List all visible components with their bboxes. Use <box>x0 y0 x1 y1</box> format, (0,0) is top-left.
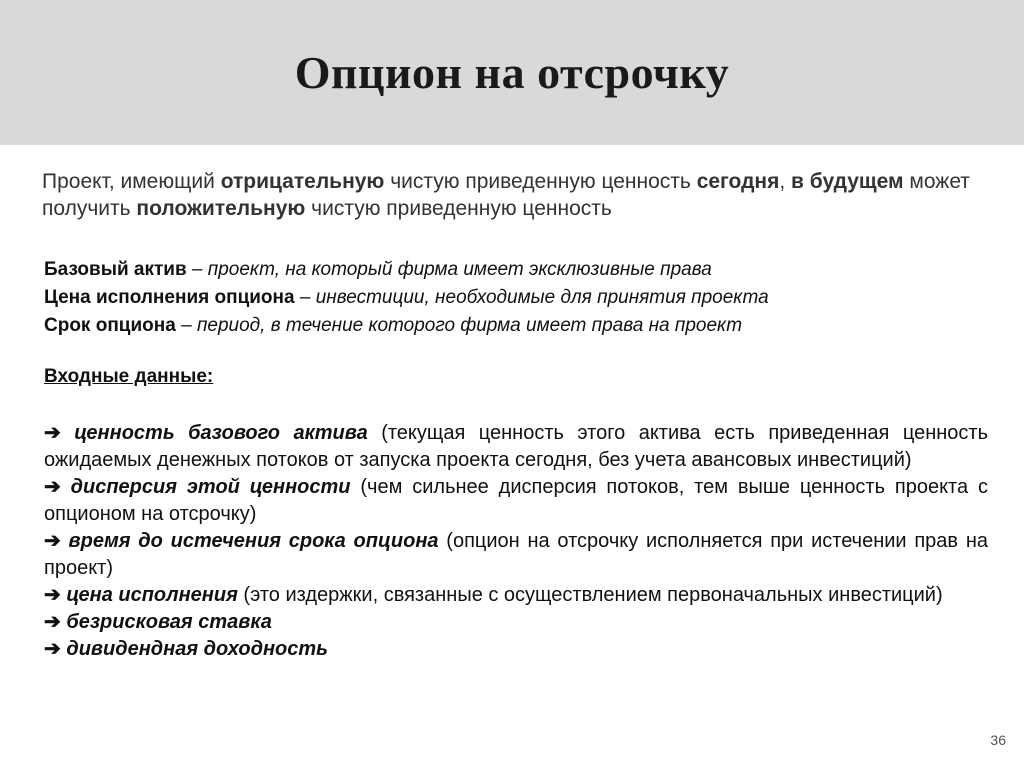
input-term: дисперсия этой ценности <box>70 476 351 498</box>
arrow-right-icon: ➔ <box>44 611 61 633</box>
input-description: (текущая ценность этого актива есть приведенная ценность ожидаемых денежных потоков от запуска проекта сегодня, без учета авансовых инвестиций) <box>44 422 988 471</box>
intro-text-2: чистую приведенную ценность <box>384 170 697 193</box>
intro-bold-today: сегодня <box>696 170 780 193</box>
arrow-right-icon: ➔ <box>44 476 61 498</box>
definitions-list <box>44 256 994 340</box>
input-description: (это издержки, связанные с осуществлением первоначальных инвестиций) <box>237 584 943 606</box>
definition-strike-price <box>44 284 994 312</box>
input-item-risk-free-rate <box>44 609 988 636</box>
intro-text-3: , <box>779 170 792 193</box>
title-banner <box>0 0 1024 145</box>
arrow-right-icon: ➔ <box>44 584 61 606</box>
arrow-right-icon: ➔ <box>44 530 61 552</box>
definition-description: период, в течение которого фирма имеет права на проект <box>196 315 743 336</box>
intro-bold-negative: отрицательную <box>220 170 385 193</box>
inputs-heading: Входные данные: <box>44 366 214 387</box>
intro-text-1: Проект, имеющий <box>42 170 221 193</box>
input-item-variance <box>44 474 988 528</box>
input-description: (чем сильнее дисперсия потоков, тем выше ценность проекта с опционом на отсрочку) <box>44 476 988 525</box>
slide-title: Опцион на отсрочку <box>294 47 730 98</box>
intro-text-5: чистую приведенную ценность <box>305 197 612 220</box>
intro-paragraph <box>42 168 1002 222</box>
intro-bold-positive: положительную <box>136 197 306 220</box>
inputs-list <box>44 420 988 663</box>
input-description: (опцион на отсрочку исполняется при истечении прав на проект) <box>44 530 988 579</box>
input-term: безрисковая ставка <box>66 611 272 633</box>
definition-term: Цена исполнения опциона <box>44 287 295 308</box>
input-item-strike-price <box>44 582 988 609</box>
definition-underlying-asset <box>44 256 994 284</box>
definition-separator: – <box>175 315 197 336</box>
definition-description: проект, на который фирма имеет эксклюзивные права <box>207 259 712 280</box>
intro-text-4: может получить <box>42 170 970 220</box>
arrow-right-icon: ➔ <box>44 422 61 444</box>
definition-separator: – <box>186 259 208 280</box>
input-term: цена исполнения <box>66 584 238 606</box>
input-term: ценность базового актива <box>74 422 368 444</box>
arrow-right-icon: ➔ <box>44 638 61 660</box>
definition-term: Базовый актив <box>44 259 187 280</box>
input-item-dividend-yield <box>44 636 988 663</box>
definition-description: инвестиции, необходимые для принятия проекта <box>315 287 769 308</box>
intro-bold-future: в будущем <box>791 170 904 193</box>
definition-option-term <box>44 312 994 340</box>
input-item-asset-value <box>44 420 988 474</box>
input-term: дивидендная доходность <box>66 638 329 660</box>
definition-separator: – <box>294 287 316 308</box>
definition-term: Срок опциона <box>44 315 176 336</box>
input-term: время до истечения срока опциона <box>68 530 439 552</box>
input-item-time-to-expiry <box>44 528 988 582</box>
page-number: 36 <box>990 732 1006 748</box>
